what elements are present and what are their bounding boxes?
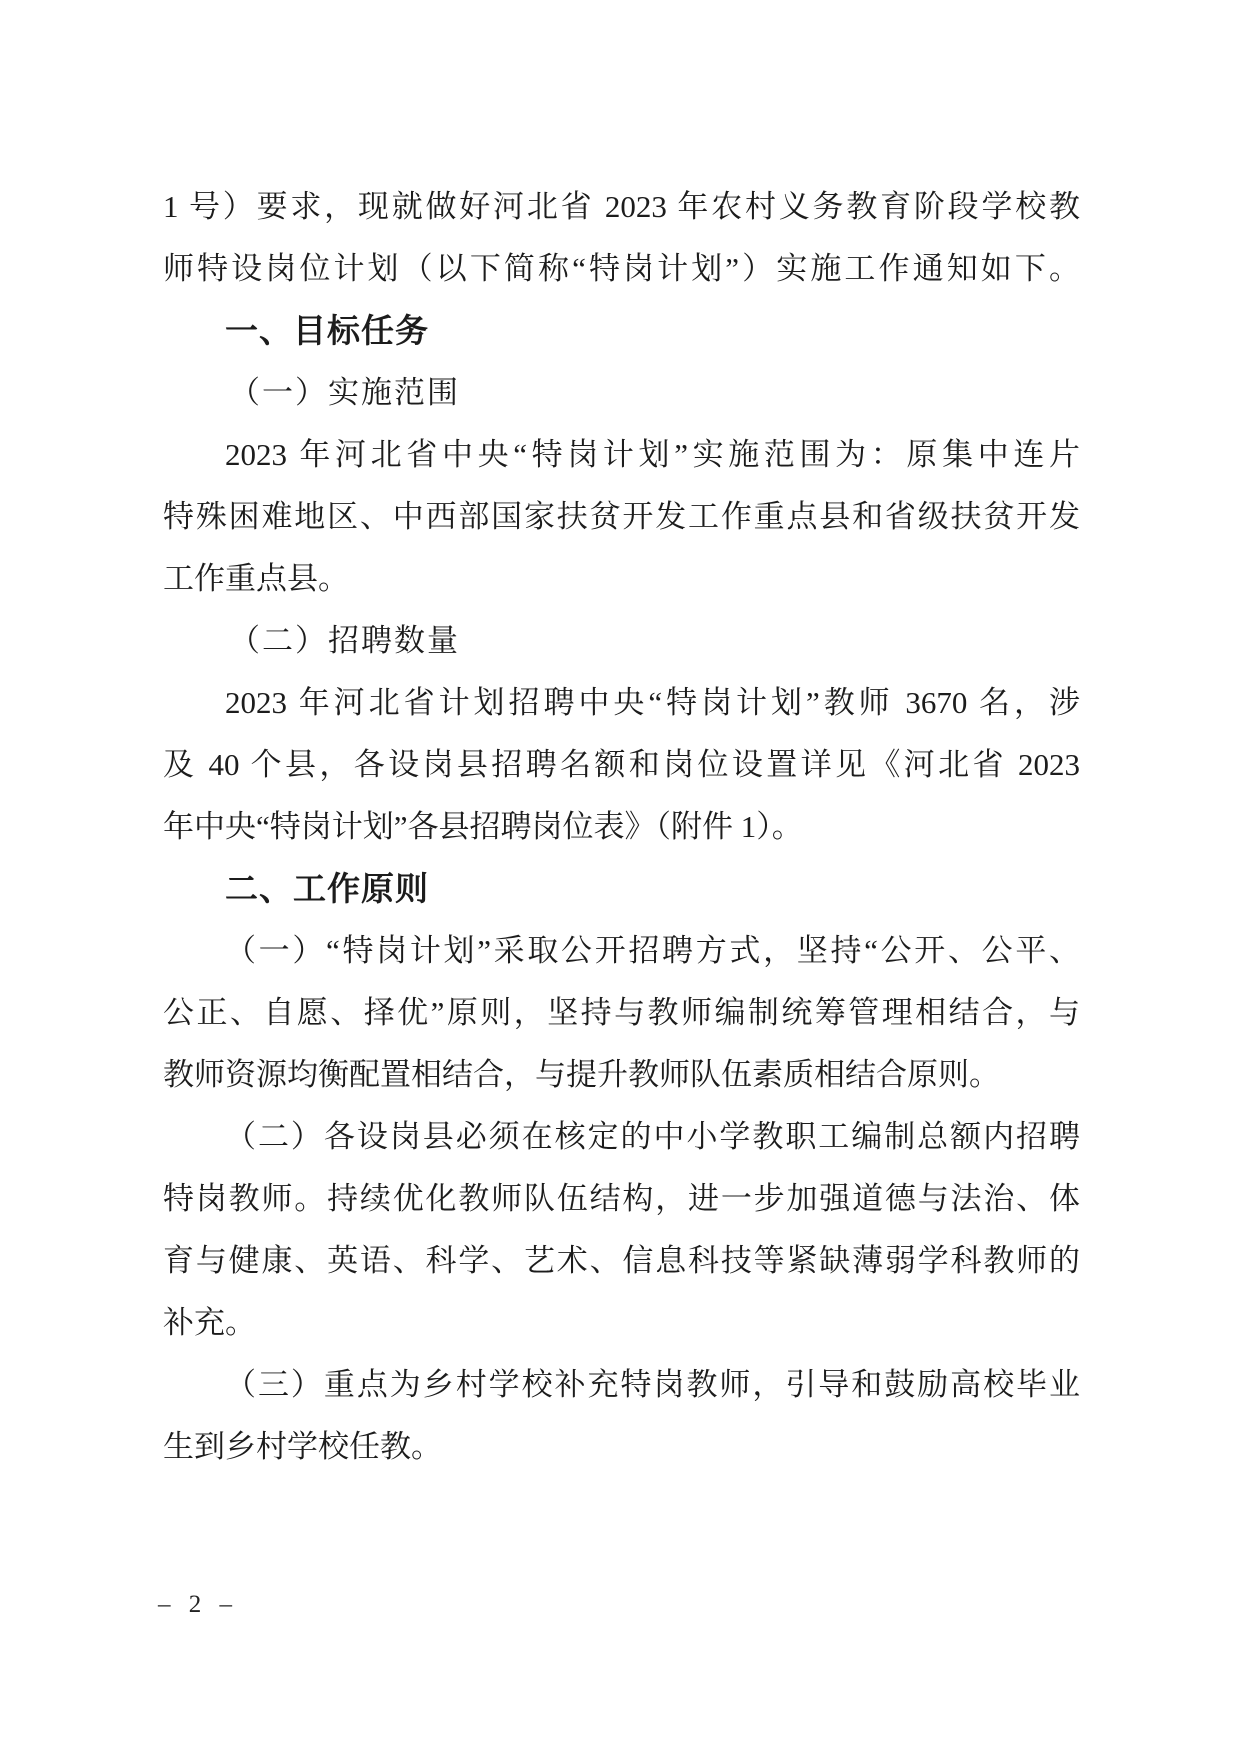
paragraph-line: 及 40 个县，各设岗县招聘名额和岗位设置详见《河北省 2023 (163, 747, 1080, 782)
subsection-1-2-heading: （二）招聘数量 (229, 623, 460, 658)
paragraph-line: 特殊困难地区、中西部国家扶贫开发工作重点县和省级扶贫开发 (163, 499, 1080, 534)
paragraph-line: 生到乡村学校任教。 (163, 1429, 442, 1464)
section-2-heading: 二、工作原则 (225, 870, 429, 907)
paragraph-line: （一）“特岗计划”采取公开招聘方式，坚持“公开、公平、 (225, 933, 1080, 968)
paragraph-line: 教师资源均衡配置相结合，与提升教师队伍素质相结合原则。 (163, 1057, 1000, 1092)
paragraph-line: 育与健康、英语、科学、艺术、信息科技等紧缺薄弱学科教师的 (163, 1243, 1080, 1278)
paragraph-line: 工作重点县。 (163, 561, 349, 596)
paragraph-line: 2023 年河北省计划招聘中央“特岗计划”教师 3670 名，涉 (225, 685, 1080, 720)
paragraph-line: 2023 年河北省中央“特岗计划”实施范围为：原集中连片 (225, 437, 1080, 472)
subsection-1-1-heading: （一）实施范围 (229, 375, 460, 410)
paragraph-line: （二）各设岗县必须在核定的中小学教职工编制总额内招聘 (225, 1119, 1080, 1154)
paragraph-continuation-line: 1 号）要求，现就做好河北省 2023 年农村义务教育阶段学校教 (163, 189, 1080, 224)
paragraph-line: 特岗教师。持续优化教师队伍结构，进一步加强道德与法治、体 (163, 1181, 1080, 1216)
section-1-heading: 一、目标任务 (225, 312, 429, 349)
paragraph-line: 公正、自愿、择优”原则，坚持与教师编制统筹管理相结合，与 (163, 995, 1080, 1030)
paragraph-line: （三）重点为乡村学校补充特岗教师，引导和鼓励高校毕业 (225, 1367, 1080, 1402)
paragraph-line: 补充。 (163, 1305, 256, 1340)
paragraph-line: 年中央“特岗计划”各县招聘岗位表》（附件 1）。 (163, 809, 803, 844)
document-body (163, 176, 1080, 1478)
page-number: – 2 – (158, 1591, 238, 1618)
paragraph-line: 师特设岗位计划（以下简称“特岗计划”）实施工作通知如下。 (163, 251, 1080, 286)
